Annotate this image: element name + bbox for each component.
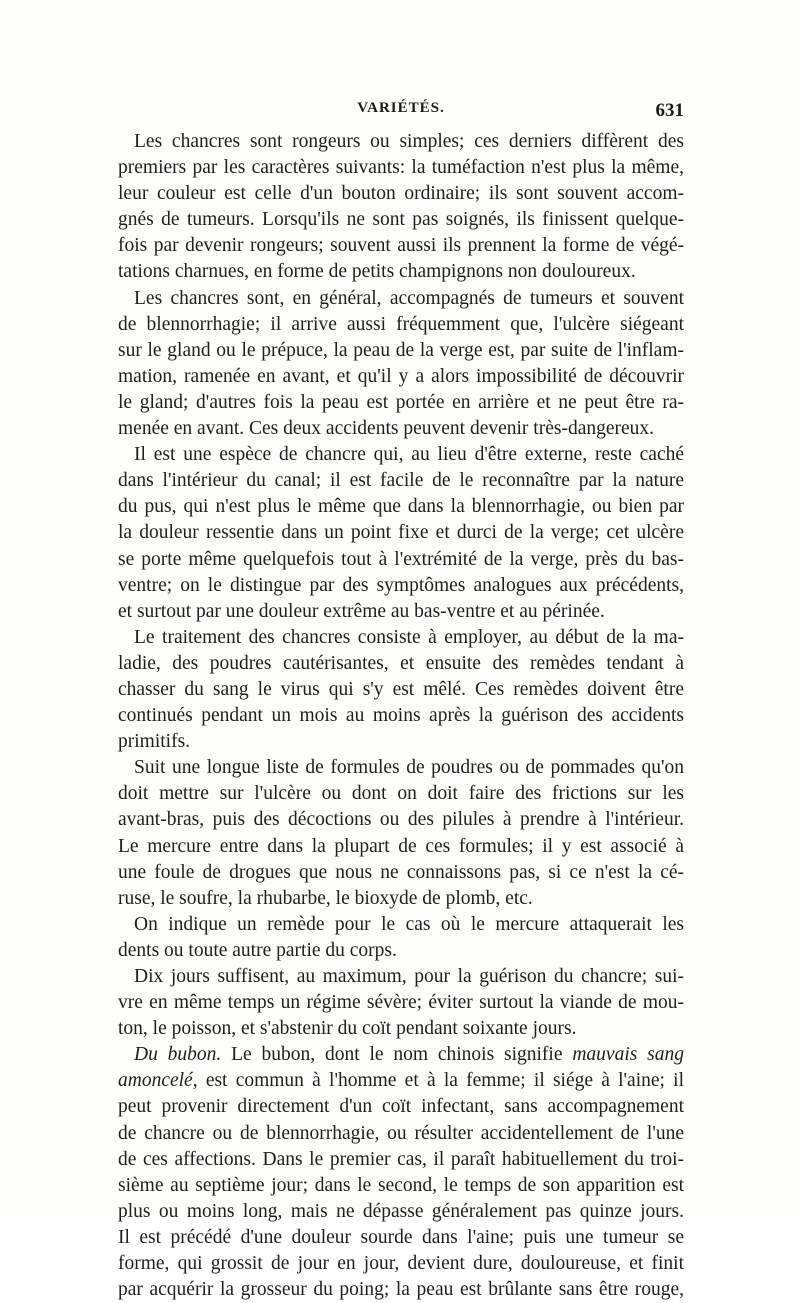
text-line: [118, 807, 684, 833]
text-line: [118, 651, 684, 677]
text-line: [118, 1199, 684, 1225]
text-line: [118, 781, 684, 807]
running-head: VARIÉTÉS.: [357, 100, 445, 116]
text-line: [118, 1251, 684, 1277]
line-text: la douleur ressentie dans un point fixe et durci de la verge; cet ulcère: [118, 522, 684, 544]
text-line: [118, 416, 684, 442]
text-line: [118, 1173, 684, 1199]
text-line: [118, 677, 684, 703]
text-line: [118, 573, 684, 599]
line-text: Les chancres sont rongeurs ou simples; ces derniers diffèrent des: [134, 131, 684, 152]
text-line: [118, 990, 684, 1016]
text-line: [118, 155, 684, 181]
text-line: [118, 233, 684, 259]
line-text: le gland; d'autres fois la peau est portée en arrière et ne peut être ra-: [118, 391, 684, 413]
line-text: peut provenir directement d'un coït infectant, sans accompagnement: [118, 1096, 684, 1118]
line-text: de ces affections. Dans le premier cas, il paraît habituellement du troi-: [118, 1148, 684, 1170]
line-text: menée en avant. Ces deux accidents peuvent devenir très-dangereux.: [118, 418, 655, 440]
text-line: [118, 207, 684, 233]
text-line: [118, 442, 684, 468]
line-text: Le traitement des chancres consiste à employer, au début de la ma-: [134, 626, 684, 648]
line-text: vre en même temps un régime sévère; éviter surtout la viande de mou-: [118, 992, 684, 1014]
line-text: ladie, des poudres cautérisantes, et ensuite des remèdes tendant à: [118, 652, 684, 674]
text-line: [118, 520, 684, 546]
text-line: [118, 1147, 684, 1173]
line-text: ton, le poisson, et s'abstenir du coït pendant soixante jours.: [118, 1018, 577, 1040]
body-text: [118, 129, 684, 1303]
text-line: [118, 938, 684, 964]
line-text: avant-bras, puis des décoctions ou des pilules à prendre à l'intérieur.: [118, 809, 684, 831]
line-text: mation, ramenée en avant, et qu'il y a alors impossibilité de découvrir: [118, 365, 684, 387]
line-text: dans l'intérieur du canal; il est facile de le reconnaître par la nature: [118, 470, 684, 492]
line-text: Dix jours suffisent, au maximum, pour la guérison du chancre; sui-: [134, 966, 684, 987]
text-line: [118, 964, 684, 990]
text-line: [118, 1042, 684, 1068]
line-text: une foule de drogues que nous ne connaissons pas, si ce n'est la cé-: [118, 861, 684, 883]
text-line: [118, 1016, 684, 1042]
text-line: [118, 1094, 684, 1120]
text-line: [118, 1277, 684, 1303]
text-line: [118, 129, 684, 155]
text-line: [118, 729, 684, 755]
text-line: [118, 338, 684, 364]
italic-text: amoncelé,: [118, 1070, 198, 1092]
line-text: Le mercure entre dans la plupart de ces formules; il y est associé à: [118, 835, 684, 857]
line-text: primitifs.: [118, 731, 191, 753]
page-number: 631: [655, 100, 684, 121]
italic-text: mauvais sang: [572, 1044, 685, 1066]
text-line: [118, 703, 684, 729]
line-text: et surtout par une douleur extrême au bas-ventre et au périnée.: [118, 600, 605, 622]
line-text: Il est précédé d'une douleur sourde dans l'aine; puis une tumeur se: [118, 1226, 684, 1248]
text-line: [118, 860, 684, 886]
text-line: [118, 181, 684, 207]
text-line: [118, 286, 684, 312]
line-text: On indique un remède pour le cas où le mercure attaquerait les: [134, 913, 684, 935]
text-line: [118, 1225, 684, 1251]
text-line: [118, 599, 684, 625]
text-line: [118, 912, 684, 938]
line-text: ruse, le soufre, la rhubarbe, le bioxyde de plomb, etc.: [118, 887, 533, 909]
text-line: [118, 547, 684, 573]
line-text: leur couleur est celle d'un bouton ordinaire; ils sont souvent accom-: [118, 183, 684, 205]
line-text: sur le gland ou le prépuce, la peau de la verge est, par suite de l'inflam-: [118, 339, 684, 361]
line-text: chasser du sang le virus qui s'y est mêlé. Ces remèdes doivent être: [118, 678, 684, 700]
text-line: [118, 886, 684, 912]
page-header: [118, 100, 684, 124]
line-text: forme, qui grossit de jour en jour, devient dure, douloureuse, et finit: [118, 1253, 684, 1275]
text-line: [118, 259, 684, 285]
line-text: tations charnues, en forme de petits champignons non douloureux.: [118, 261, 636, 283]
line-text: par acquérir la grosseur du poing; la peau est brûlante sans être rouge,: [118, 1279, 684, 1301]
line-text: Suit une longue liste de formules de poudres ou de pommades qu'on: [134, 757, 684, 779]
line-text: dents ou toute autre partie du corps.: [118, 939, 397, 961]
italic-text: Du bubon.: [134, 1044, 222, 1066]
line-text: Le bubon, dont le nom chinois signifie: [221, 1044, 573, 1066]
line-text: continués pendant un mois au moins après la guérison des accidents: [118, 705, 684, 727]
text-line: [118, 494, 684, 520]
text-line: [118, 755, 684, 781]
text-line: [118, 364, 684, 390]
text-line: [118, 468, 684, 494]
text-line: [118, 312, 684, 338]
line-text: premiers par les caractères suivants: la tuméfaction n'est plus la même,: [118, 157, 684, 179]
line-text: du pus, qui n'est plus le même que dans la blennorrhagie, ou bien par: [118, 496, 684, 518]
text-line: [118, 625, 684, 651]
line-text: Il est une espèce de chancre qui, au lieu d'être externe, reste caché: [134, 444, 684, 466]
line-text: de blennorrhagie; il arrive aussi fréquemment que, l'ulcère siégeant: [118, 313, 684, 335]
line-text: plus ou moins long, mais ne dépasse généralement pas quinze jours.: [118, 1200, 684, 1222]
line-text: fois par devenir rongeurs; souvent aussi ils prennent la forme de végé-: [118, 235, 684, 257]
line-text: de chancre ou de blennorrhagie, ou résulter accidentellement de l'une: [118, 1122, 684, 1144]
text-line: [118, 1068, 684, 1094]
line-text: se porte même quelquefois tout à l'extrémité de la verge, près du bas-: [118, 548, 684, 570]
line-text: Les chancres sont, en général, accompagnés de tumeurs et souvent: [134, 287, 684, 309]
line-text: est commun à l'homme et à la femme; il siége à l'aine; il: [197, 1070, 684, 1092]
line-text: gnés de tumeurs. Lorsqu'ils ne sont pas soignés, ils finissent quelque-: [118, 209, 684, 231]
line-text: doit mettre sur l'ulcère ou dont on doit faire des frictions sur les: [118, 783, 684, 805]
text-line: [118, 834, 684, 860]
text-line: [118, 390, 684, 416]
text-line: [118, 1121, 684, 1147]
line-text: sième au septième jour; dans le second, le temps de son apparition est: [118, 1174, 684, 1196]
line-text: ventre; on le distingue par des symptômes analogues aux précédents,: [118, 574, 684, 596]
